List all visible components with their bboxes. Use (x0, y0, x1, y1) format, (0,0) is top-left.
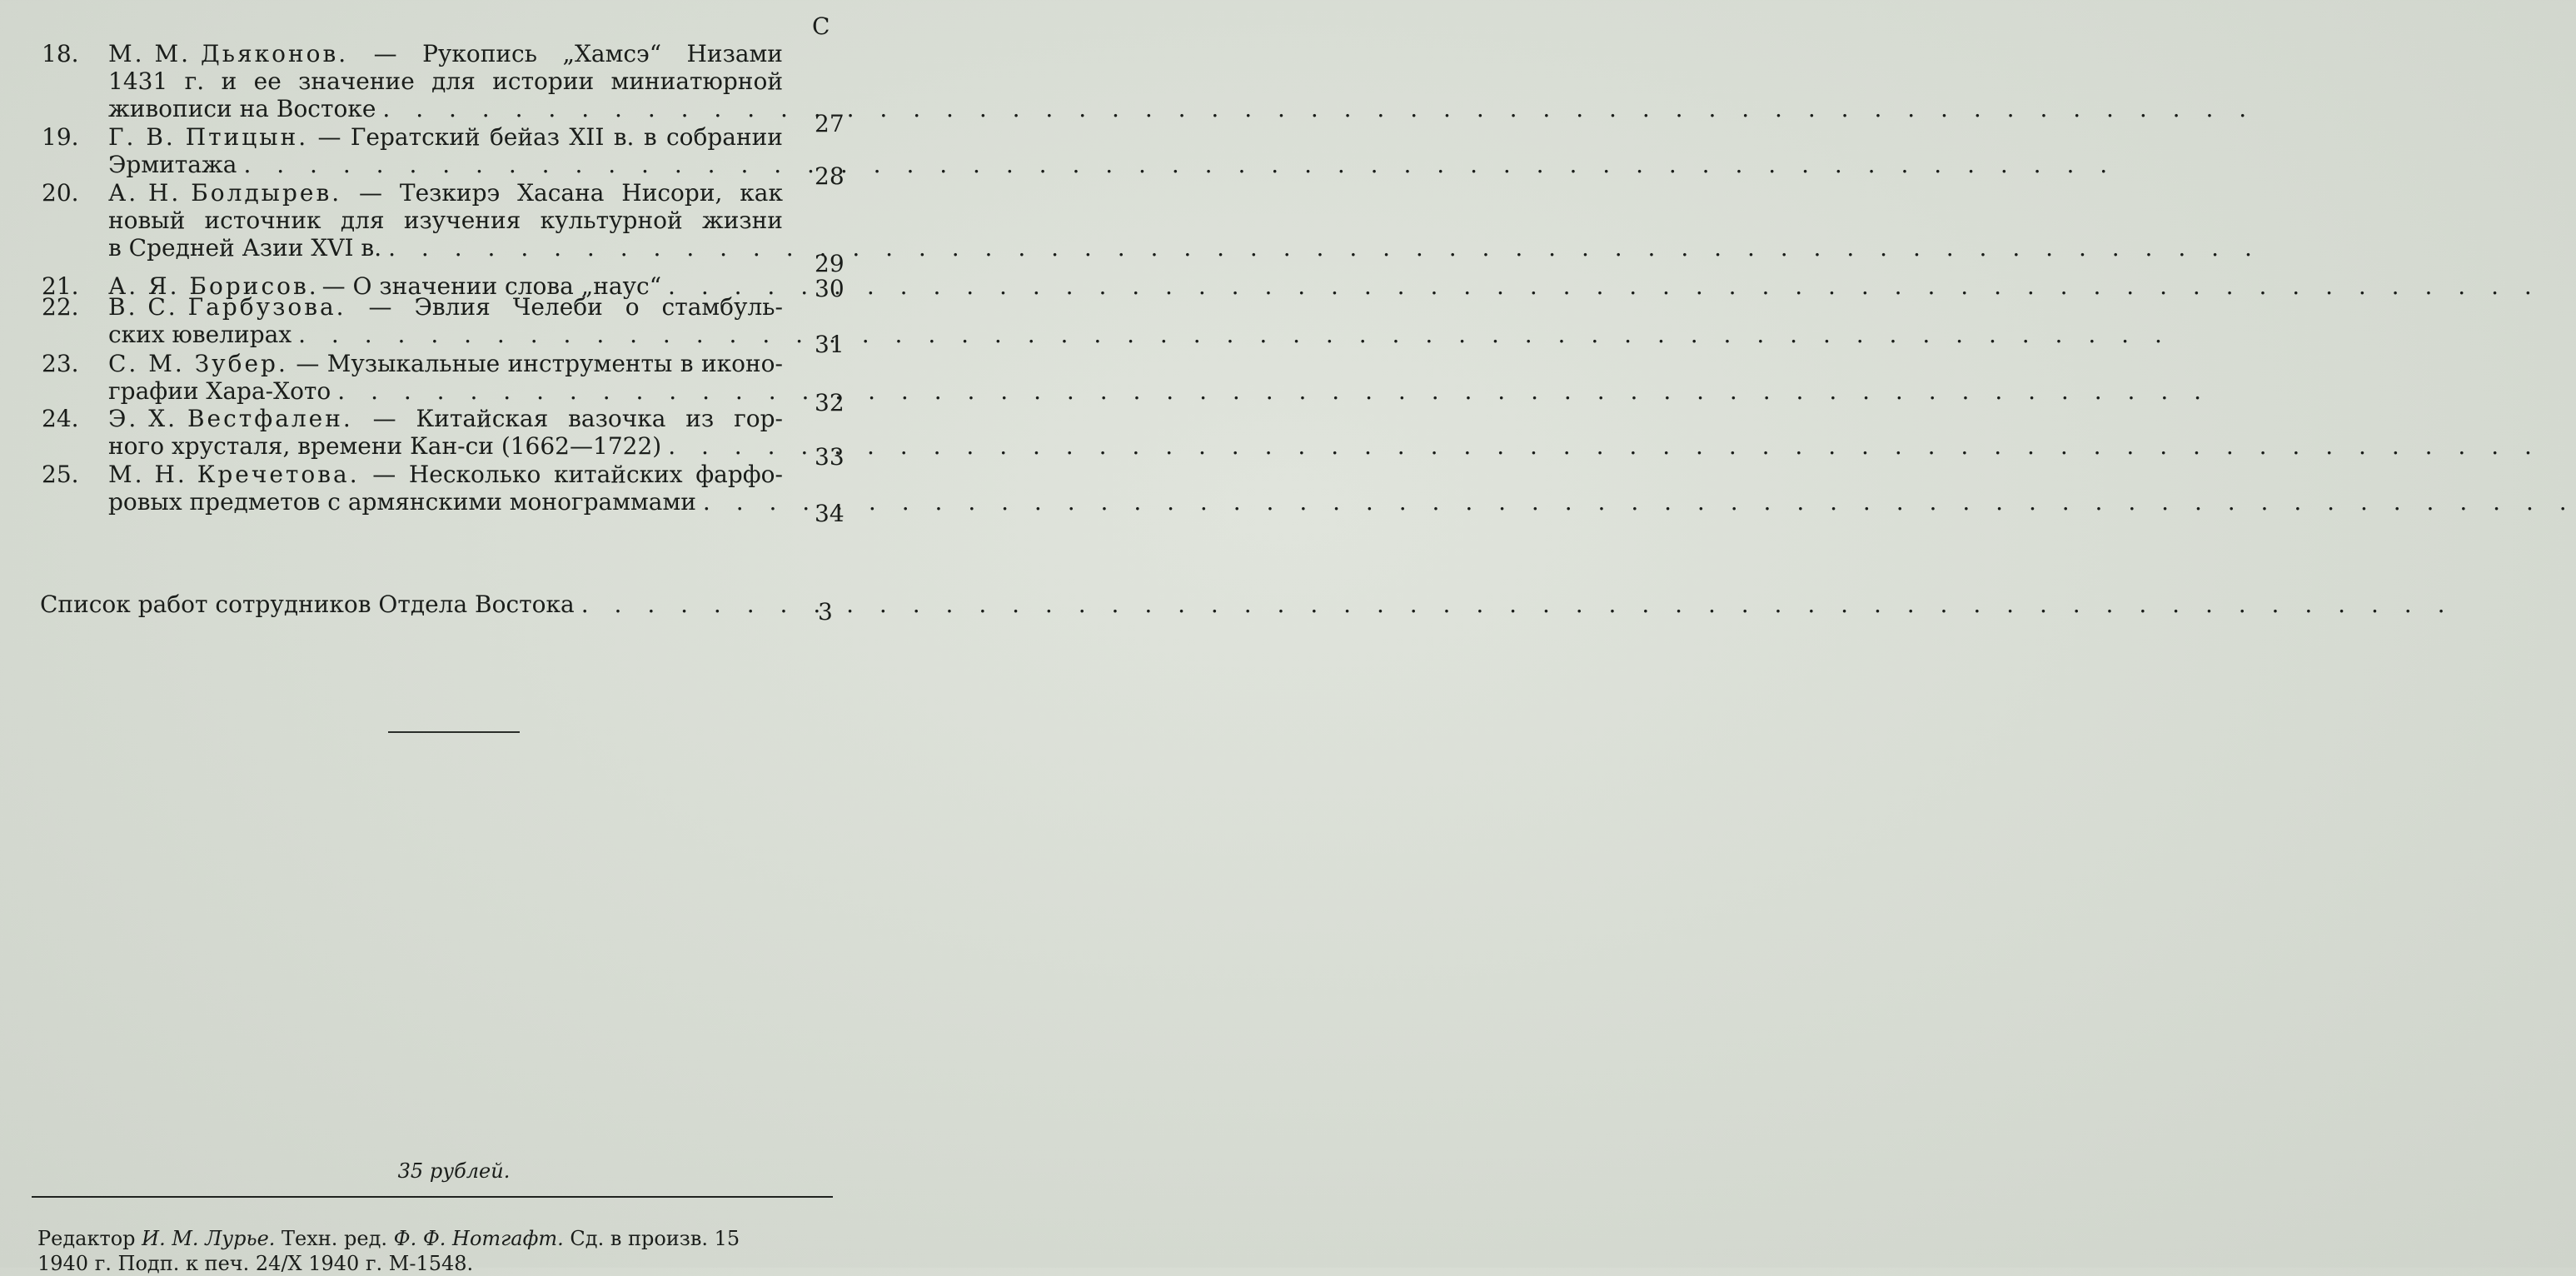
entry-word: и (221, 67, 237, 95)
entry-line (108, 234, 783, 262)
entry-word: для (431, 67, 476, 95)
entry-number: 23. (42, 350, 79, 377)
entry-number: 20. (42, 179, 79, 207)
entry-title: Эрмитажа (108, 151, 237, 178)
entry-author: Г. В. Птицын. (108, 123, 309, 151)
entry-word: в (680, 350, 694, 377)
entry-number: 22. (42, 293, 79, 321)
entry-body (108, 293, 783, 348)
entry-page-number: 32 (815, 389, 845, 416)
header-cut-text: С (812, 12, 830, 40)
entry-word: миниатюрной (610, 67, 783, 95)
entry-number: 19. (42, 123, 79, 151)
entry-body (108, 405, 783, 460)
entry-word: Музыкальные (326, 350, 501, 377)
entry-page-number: 28 (815, 162, 845, 190)
entry-line (108, 179, 783, 207)
entry-word: в. (613, 123, 635, 151)
entry-title: живописи на Востоке (108, 95, 376, 122)
price-label: 35 рублей. (397, 1159, 511, 1183)
entry-word: г. (184, 67, 205, 95)
staff-works-list-line (40, 591, 783, 618)
entry-word: „Хамсэ“ (562, 40, 662, 67)
imprint-line-1 (37, 1226, 740, 1251)
entry-line (108, 151, 783, 178)
entry-word: значение (298, 67, 415, 95)
tech-editor-name: Ф. Ф. Нотгафт. (393, 1227, 564, 1250)
entry-word: Гератский (350, 123, 481, 151)
entry-body (108, 350, 783, 405)
entry-word: новый (108, 207, 186, 234)
entry-title: ских ювелирах (108, 321, 292, 348)
entry-word: в (643, 123, 657, 151)
entry-body (108, 179, 783, 262)
entry-line (108, 95, 783, 122)
leader-dots (703, 488, 2576, 516)
entry-word: о (625, 293, 640, 321)
entry-body (108, 40, 783, 122)
entry-word: — (317, 123, 341, 151)
leader-dots (388, 234, 2261, 262)
entry-word: иконо- (700, 350, 783, 377)
entry-word: истории (492, 67, 595, 95)
entry-word: изучения (403, 207, 521, 234)
entry-word: XII (569, 123, 605, 151)
entry-title: ровых предметов с армянскими монограммами (108, 488, 696, 516)
entry-author: Э. Х. Вестфален. (108, 405, 353, 432)
entry-page-number: 29 (815, 250, 845, 277)
editor-label: Редактор (37, 1227, 136, 1250)
leader-dots (337, 377, 2210, 405)
entry-line (108, 405, 783, 432)
entry-word: Хасана (517, 179, 605, 207)
entry-word: инструменты (507, 350, 673, 377)
entry-word: для (340, 207, 385, 234)
entry-word: Китайская (416, 405, 549, 432)
entry-word: Низами (686, 40, 783, 67)
entry-title: — О значении слова „наус“ (321, 272, 662, 300)
entry-word: бейаз (489, 123, 561, 151)
entry-word: — (372, 461, 396, 488)
production-date-text: Сд. в произв. 15 (570, 1227, 740, 1250)
entry-word: собрании (665, 123, 783, 151)
entry-author: А. Я. Борисов. (108, 272, 319, 300)
entry-word: китайских (553, 461, 683, 488)
entry-number: 25. (42, 461, 79, 488)
leader-dots (668, 432, 2541, 460)
entry-word: — (372, 405, 396, 432)
entry-line (108, 123, 783, 151)
entry-word: 1431 (108, 67, 168, 95)
section-divider (388, 731, 520, 733)
entry-body (108, 461, 783, 516)
entry-word: Рукопись (422, 40, 537, 67)
entry-word: жизни (701, 207, 783, 234)
entry-title: ного хрусталя, времени Кан-си (1662—1722) (108, 432, 662, 460)
imprint (37, 1226, 740, 1276)
entry-word: как (740, 179, 783, 207)
entry-title: графии Хара-Хото (108, 377, 331, 405)
book-page (0, 0, 845, 1275)
entry-author: В. С. Гарбузова. (108, 293, 346, 321)
entry-line (108, 207, 783, 234)
staff-works-list-page: 3 (818, 598, 833, 626)
entry-line (108, 293, 783, 321)
entry-line (108, 321, 783, 348)
editor-name: И. М. Лурье. (142, 1227, 276, 1250)
leader-dots (382, 95, 2255, 122)
entry-word: — (373, 40, 397, 67)
entry-word: — (359, 179, 383, 207)
leader-dots (668, 272, 2541, 300)
entry-line (108, 488, 783, 516)
entry-page-number: 30 (815, 275, 845, 302)
entry-word: Эвлия (414, 293, 491, 321)
entry-word: ее (253, 67, 282, 95)
entry-author: С. М. Зубер. (108, 350, 288, 377)
entry-line (108, 350, 783, 377)
entry-line (108, 67, 783, 95)
entry-line (108, 377, 783, 405)
entry-page-number: 27 (815, 110, 845, 137)
entry-word: Нисори, (621, 179, 723, 207)
entry-author: М. М. Дьяконов. (108, 40, 349, 67)
entry-word: Тезкирэ (399, 179, 501, 207)
leader-dots (243, 151, 2116, 178)
entry-number: 21. (42, 272, 79, 300)
entry-word: — (368, 293, 392, 321)
imprint-line-2: 1940 г. Подп. к печ. 24/X 1940 г. М-1548. (37, 1252, 474, 1275)
entry-line (108, 40, 783, 67)
entry-word: фарфо- (695, 461, 783, 488)
entry-line (108, 461, 783, 488)
entry-word: стамбуль- (661, 293, 783, 321)
entry-word: культурной (540, 207, 683, 234)
entry-word: Челеби (512, 293, 603, 321)
staff-works-list-title: Список работ сотрудников Отдела Востока (40, 591, 575, 618)
entry-number: 24. (42, 405, 79, 432)
leader-dots (298, 321, 2171, 348)
entry-word: — (296, 350, 320, 377)
footer-rule (32, 1196, 833, 1198)
entry-page-number: 34 (815, 500, 845, 527)
entry-body (108, 123, 783, 178)
entry-page-number: 31 (815, 331, 845, 358)
entry-word: Несколько (408, 461, 541, 488)
entry-word: гор- (734, 405, 783, 432)
entry-author: А. Н. Болдырев. (108, 179, 342, 207)
entry-title: в Средней Азии XVI в. (108, 234, 382, 262)
tech-editor-label: Техн. ред. (282, 1227, 388, 1250)
entry-page-number: 33 (815, 443, 845, 471)
entry-author: М. Н. Кречетова. (108, 461, 360, 488)
entry-word: вазочка (568, 405, 666, 432)
entry-word: из (685, 405, 715, 432)
leader-dots (581, 591, 2454, 618)
entry-number: 18. (42, 40, 79, 67)
entry-word: источник (204, 207, 321, 234)
entry-line (108, 432, 783, 460)
